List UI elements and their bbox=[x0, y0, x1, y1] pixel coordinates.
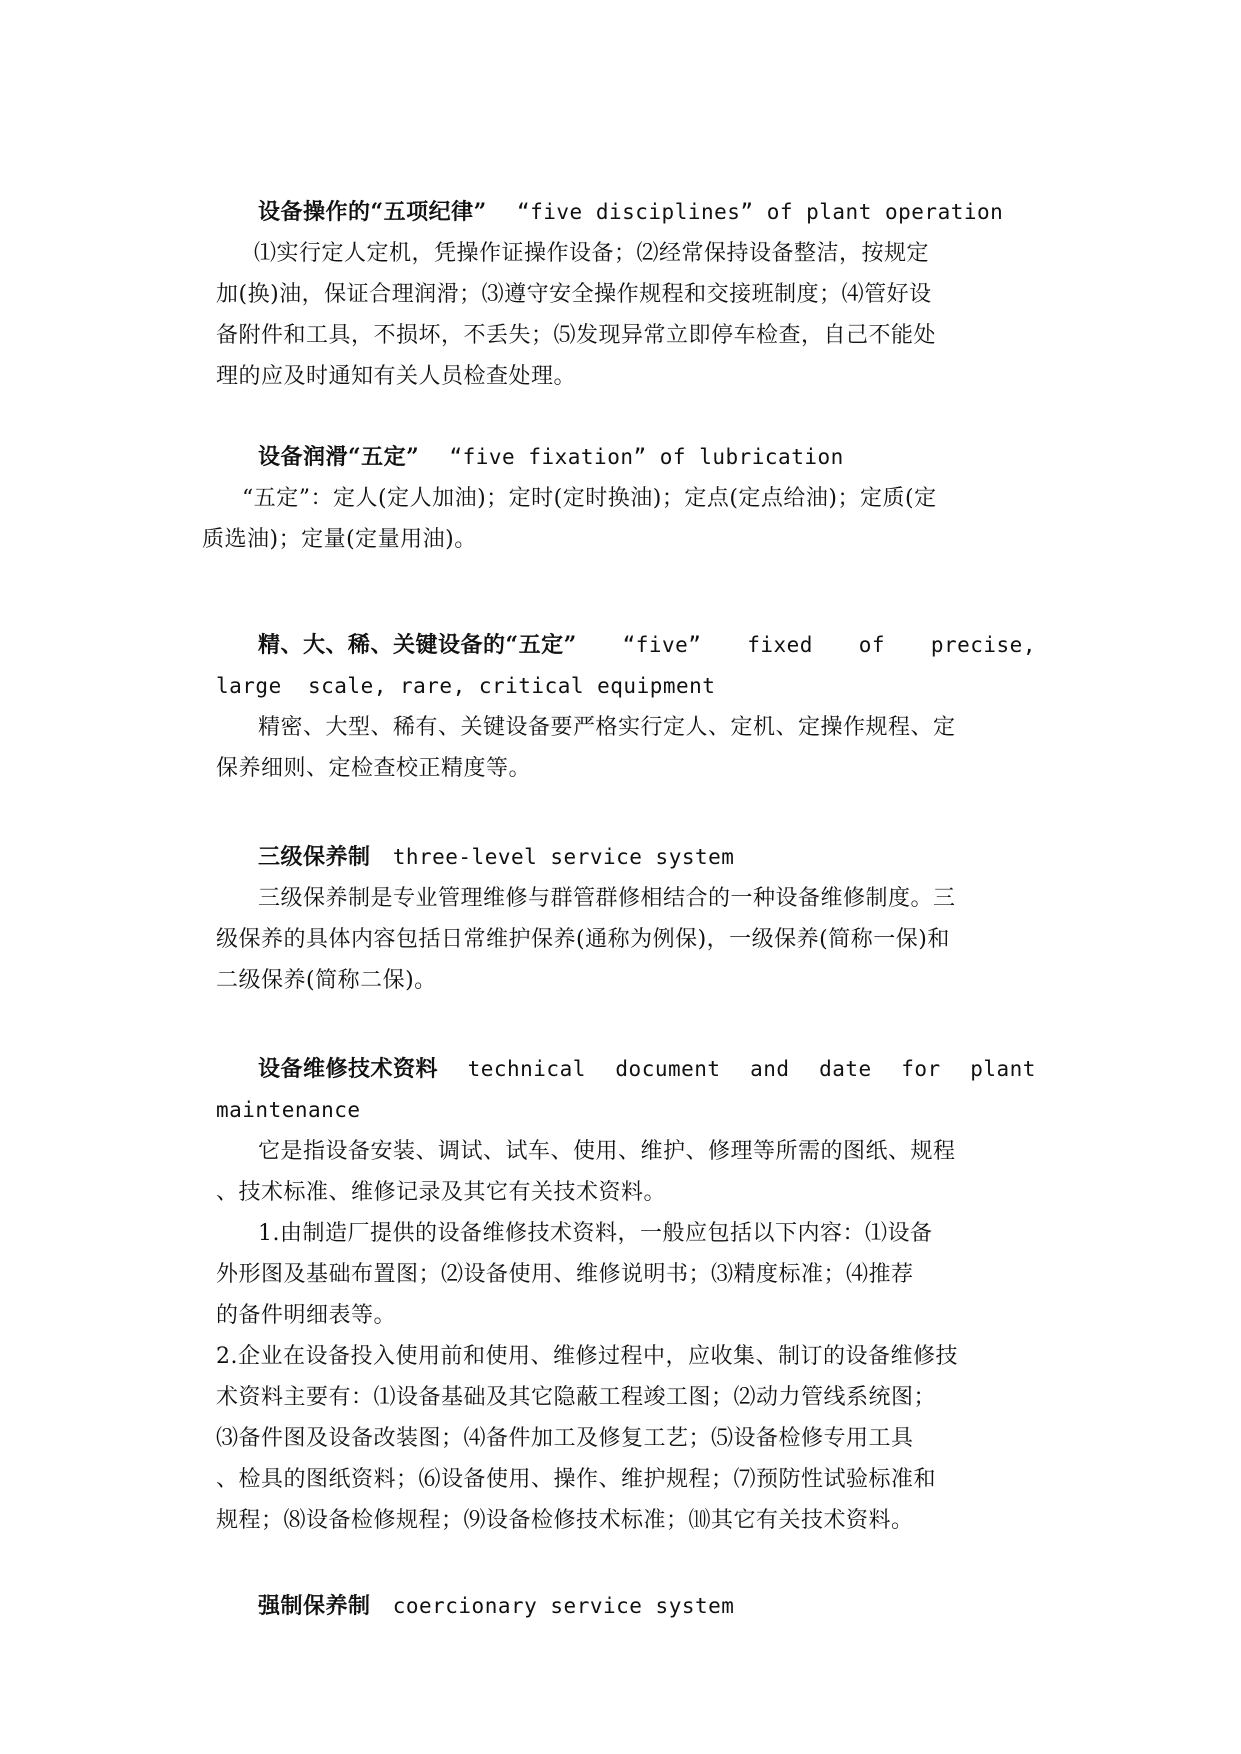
heading-cn: 三级保养制 bbox=[258, 844, 371, 870]
heading-en-word: plant bbox=[970, 1057, 1036, 1081]
section-five-disciplines bbox=[212, 192, 1036, 397]
section-lubrication bbox=[202, 437, 1036, 560]
body-line: 理的应及时通知有关人员检查处理。 bbox=[216, 364, 577, 389]
body-line: 保养细则、定检查校正精度等。 bbox=[216, 756, 532, 781]
body-line: 2.企业在设备投入使用前和使用、维修过程中，应收集、制订的设备维修技 bbox=[216, 1344, 958, 1369]
body-line: 外形图及基础布置图；⑵设备使用、维修说明书；⑶精度标准；⑷推荐 bbox=[216, 1262, 914, 1287]
section-heading bbox=[212, 1049, 1036, 1090]
section-coercionary-service bbox=[212, 1586, 1036, 1627]
section-heading bbox=[212, 625, 1036, 666]
body-line: 、检具的图纸资料；⑹设备使用、操作、维护规程；⑺预防性试验标准和 bbox=[216, 1467, 937, 1492]
section-precise-equipment bbox=[212, 625, 1036, 789]
heading-cn: 设备操作的“五项纪律” bbox=[258, 199, 487, 225]
section-gap bbox=[212, 397, 1036, 437]
body-line: 1.由制造厂提供的设备维修技术资料，一般应包括以下内容：⑴设备 bbox=[258, 1221, 933, 1246]
section-heading bbox=[212, 192, 1036, 233]
body-line: 级保养的具体内容包括日常维护保养(通称为例保)，一级保养(简称一保)和 bbox=[216, 927, 950, 952]
body-line: 、技术标准、维修记录及其它有关技术资料。 bbox=[216, 1180, 667, 1205]
heading-en: “five disciplines” of plant operation bbox=[516, 200, 1004, 224]
body-line: 规程；⑻设备检修规程；⑼设备检修技术标准；⑽其它有关技术资料。 bbox=[216, 1508, 914, 1533]
heading-en-word: and bbox=[750, 1057, 790, 1081]
body-line: 它是指设备安装、调试、试车、使用、维护、修理等所需的图纸、规程 bbox=[258, 1139, 956, 1164]
section-technical-documents bbox=[212, 1049, 1036, 1541]
heading-cn: 强制保养制 bbox=[258, 1593, 371, 1619]
body-line: ⑴实行定人定机，凭操作证操作设备；⑵经常保持设备整洁，按规定 bbox=[254, 241, 930, 266]
heading-cn: 设备润滑“五定” bbox=[258, 444, 420, 470]
body-line: 加(换)油，保证合理润滑；⑶遵守安全操作规程和交接班制度；⑷管好设 bbox=[216, 282, 932, 307]
section-gap bbox=[212, 789, 1036, 837]
section-heading bbox=[212, 437, 1036, 478]
heading-en-continued: large scale, rare, critical equipment bbox=[216, 674, 716, 698]
section-heading bbox=[212, 837, 1036, 878]
heading-cn: 精、大、稀、关键设备的“五定” bbox=[258, 632, 577, 658]
heading-en-word: for bbox=[901, 1057, 941, 1081]
heading-en-continued: maintenance bbox=[216, 1098, 361, 1122]
section-gap bbox=[212, 560, 1036, 625]
body-line: 精密、大型、稀有、关键设备要严格实行定人、定机、定操作规程、定 bbox=[258, 715, 956, 740]
heading-en-word: technical bbox=[467, 1057, 586, 1081]
heading-en-word: “five” bbox=[622, 633, 702, 657]
heading-cn: 设备维修技术资料 bbox=[258, 1056, 439, 1082]
heading-en-word: date bbox=[819, 1057, 872, 1081]
heading-en-word: fixed bbox=[747, 633, 813, 657]
heading-en: coercionary service system bbox=[392, 1594, 735, 1618]
section-three-level-service bbox=[212, 837, 1036, 1001]
heading-en-word: document bbox=[615, 1057, 721, 1081]
body-line: 二级保养(简称二保)。 bbox=[216, 968, 437, 993]
body-line: 备附件和工具，不损坏，不丢失；⑸发现异常立即停车检查，自己不能处 bbox=[216, 323, 937, 348]
body-line: 三级保养制是专业管理维修与群管群修相结合的一种设备维修制度。三 bbox=[258, 886, 956, 911]
body-line: 的备件明细表等。 bbox=[216, 1303, 397, 1328]
section-gap bbox=[212, 1541, 1036, 1586]
document-body bbox=[202, 192, 1036, 1627]
heading-en-word: of bbox=[858, 633, 886, 657]
body-line: 质选油)；定量(定量用油)。 bbox=[202, 527, 477, 552]
heading-en: three-level service system bbox=[392, 845, 735, 869]
body-line: ⑶备件图及设备改装图；⑷备件加工及修复工艺；⑸设备检修专用工具 bbox=[216, 1426, 914, 1451]
section-heading bbox=[212, 1586, 1036, 1627]
body-line: 术资料主要有：⑴设备基础及其它隐蔽工程竣工图；⑵动力管线系统图； bbox=[216, 1385, 937, 1410]
body-line: “五定”：定人(定人加油)；定时(定时换油)；定点(定点给油)；定质(定 bbox=[242, 486, 937, 511]
section-gap bbox=[212, 1001, 1036, 1049]
heading-en: “five fixation” of lubrication bbox=[449, 445, 844, 469]
heading-en-word: precise, bbox=[930, 633, 1036, 657]
